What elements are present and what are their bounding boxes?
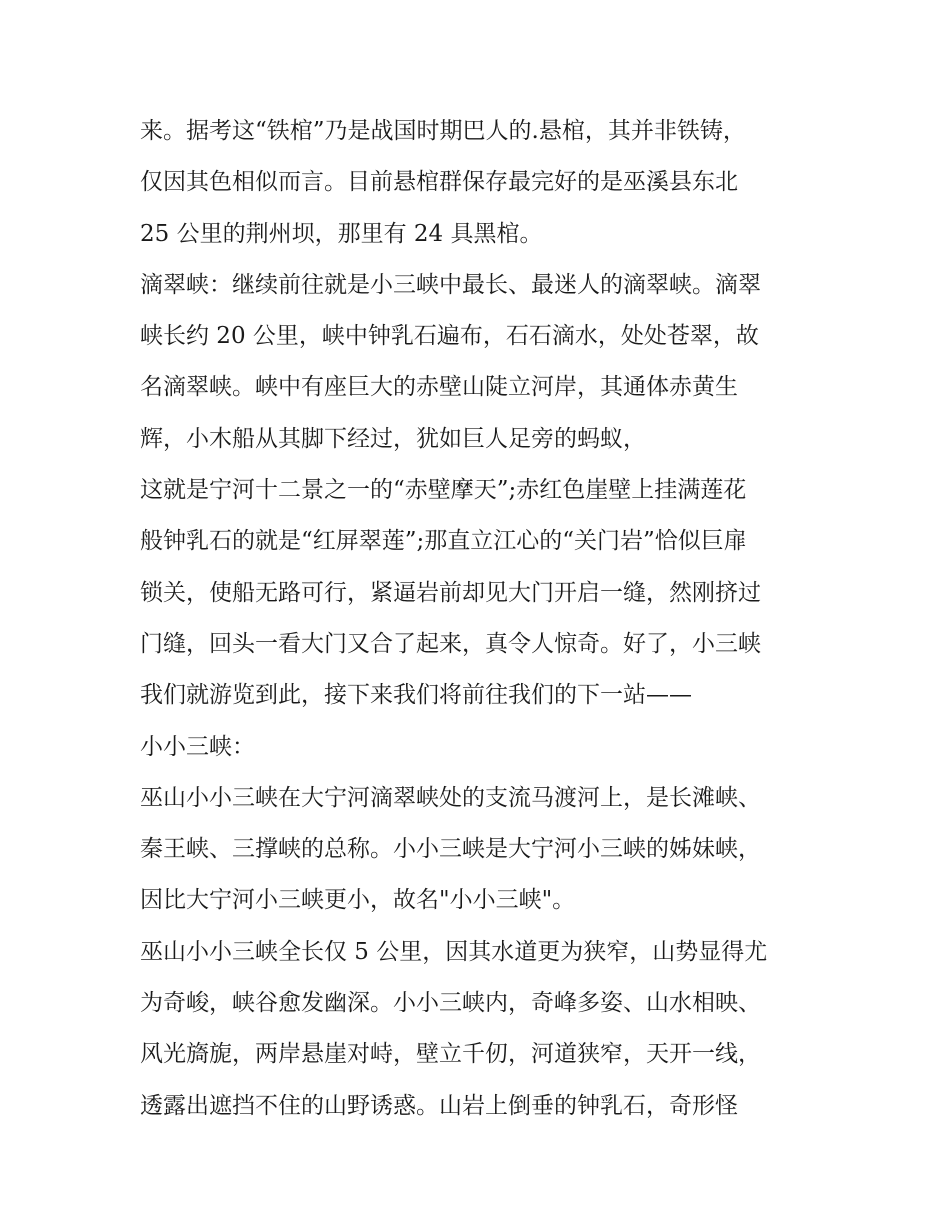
text-line: 滴翠峡：继续前往就是小三峡中最长、最迷人的滴翠峡。滴翠 — [140, 271, 761, 298]
text-line: 锁关，使船无路可行，紧逼岩前却见大门开启一缝，然刚挤过 — [140, 579, 761, 606]
text-line: 我们就游览到此，接下来我们将前往我们的下一站—— — [140, 682, 692, 709]
text-line: 为奇峻，峡谷愈发幽深。小小三峡内，奇峰多姿、山水相映、 — [140, 990, 761, 1017]
section-heading: 小小三峡： — [140, 733, 255, 760]
text-line: 25 公里的荆州坝，那里有 24 具黑棺。 — [140, 220, 543, 247]
text-line: 因比大宁河小三峡更小，故名"小小三峡"。 — [140, 887, 576, 914]
text-line: 般钟乳石的就是“红屏翠莲”;那直立江心的“关门岩”恰似巨扉 — [140, 528, 747, 555]
text-line: 巫山小小三峡在大宁河滴翠峡处的支流马渡河上，是长滩峡、 — [140, 784, 761, 811]
body-text — [140, 106, 820, 1132]
text-line: 透露出遮挡不住的山野诱惑。山岩上倒垂的钟乳石，奇形怪 — [140, 1092, 738, 1119]
text-line: 巫山小小三峡全长仅 5 公里，因其水道更为狭窄，山势显得尤 — [140, 938, 768, 965]
text-line: 仅因其色相似而言。目前悬棺群保存最完好的是巫溪县东北 — [140, 169, 738, 196]
text-line: 名滴翠峡。峡中有座巨大的赤壁山陡立河岸，其通体赤黄生 — [140, 374, 738, 401]
text-line: 门缝，回头一看大门又合了起来，真令人惊奇。好了，小三峡 — [140, 630, 761, 657]
text-line: 秦王峡、三撑峡的总称。小小三峡是大宁河小三峡的姊妹峡， — [140, 836, 761, 863]
text-line: 风光旖旎，两岸悬崖对峙，壁立千仞，河道狭窄，天开一线， — [140, 1041, 761, 1068]
text-line: 这就是宁河十二景之一的“赤壁摩天”;赤红色崖壁上挂满莲花 — [140, 477, 747, 504]
text-line: 来。据考这“铁棺”乃是战国时期巴人的.悬棺，其并非铁铸， — [140, 118, 746, 144]
text-line: 辉，小木船从其脚下经过，犹如巨人足旁的蚂蚁， — [140, 425, 646, 452]
text-line: 峡长约 20 公里，峡中钟乳石遍布，石石滴水，处处苍翠，故 — [140, 323, 759, 350]
